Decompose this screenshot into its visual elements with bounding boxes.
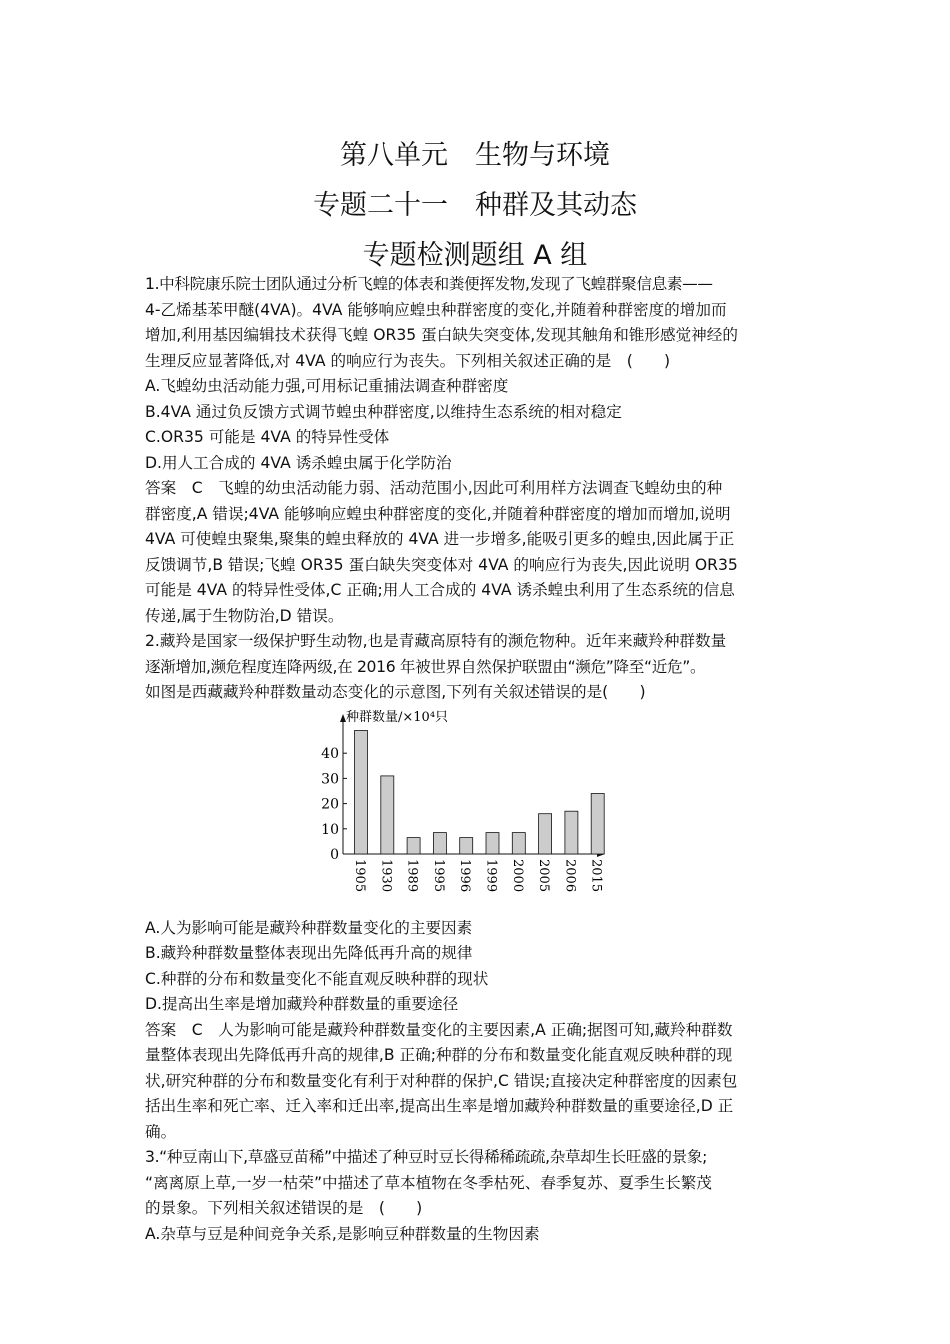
population-chart [145, 708, 813, 916]
q2-stem-line: 2.藏羚是国家一级保护野生动物,也是青藏高原特有的濒危物种。近年来藏羚种群数量 [145, 632, 727, 650]
q3-stem-line: “离离原上草,一岁一枯荣”中描述了草本植物在冬季枯死、春季复苏、夏季生长繁茂 [145, 1173, 712, 1192]
bar-1995 [433, 832, 446, 853]
q2-option-c: C.种群的分布和数量变化不能直观反映种群的现状 [145, 969, 489, 988]
q1-answer-line: 反馈调节,B 错误;飞蝗 OR35 蛋白缺失突变体对 4VA 的响应行为丧失,因此说明 OR35 [145, 555, 738, 574]
content [145, 272, 813, 1247]
x-ticks-group [352, 859, 604, 892]
x-tick-label: 2005 [536, 858, 552, 892]
topic-title: 专题二十一 种群及其动态 [313, 190, 637, 221]
q1-answer-line: 4VA 可使蝗虫聚集,聚集的蝗虫释放的 4VA 进一步增多,能吸引更多的蝗虫,因此属于正 [145, 530, 735, 548]
x-tick-label: 2006 [562, 858, 578, 892]
bar-1989 [407, 837, 420, 853]
q3-option-a: A.杂草与豆是种间竞争关系,是影响豆种群数量的生物因素 [145, 1224, 540, 1243]
y-tick-label: 30 [321, 770, 339, 787]
q3-stem-line: 的景象。下列相关叙述错误的是 ( ) [145, 1199, 423, 1217]
q1-stem-line: 生理反应显著降低,对 4VA 的响应行为丧失。下列相关叙述正确的是 ( ) [145, 351, 671, 370]
q1-stem-line: 4-乙烯基苯甲醚(4VA)。4VA 能够响应蝗虫种群密度的变化,并随着种群密度的增加而 [145, 300, 727, 319]
q2-option-a: A.人为影响可能是藏羚种群数量变化的主要因素 [145, 918, 473, 937]
bar-chart [320, 708, 610, 914]
question-3 [145, 1145, 813, 1247]
q2-stem-line: 如图是西藏藏羚种群数量动态变化的示意图,下列有关叙述错误的是( ) [145, 683, 646, 701]
y-tick-label: 0 [330, 846, 339, 863]
unit-title: 第八单元 生物与环境 [340, 140, 610, 171]
q1-option-b: B.4VA 通过负反馈方式调节蝗虫种群密度,以维持生态系统的相对稳定 [145, 402, 622, 421]
q2-option-d: D.提高出生率是增加藏羚种群数量的重要途径 [145, 995, 459, 1013]
q2-answer-line: 量整体表现出先降低再升高的规律,B 正确;种群的分布和数量变化能直观反映种群的现 [145, 1046, 733, 1064]
bar-1930 [381, 775, 394, 853]
x-tick-label: 1999 [483, 858, 499, 892]
bar-1905 [355, 730, 368, 854]
q1-answer-line: 传递,属于生物防治,D 错误。 [145, 606, 344, 625]
q1-answer-line: 群密度,A 错误;4VA 能够响应蝗虫种群密度的变化,并随着种群密度的增加而增加,说明 [145, 504, 731, 523]
y-tick-label: 10 [321, 821, 339, 838]
q2-answer-line: 括出生率和死亡率、迁入率和迁出率,提高出生率是增加藏羚种群数量的重要途径,D 正 [145, 1097, 734, 1115]
q2-option-b: B.藏羚种群数量整体表现出先降低再升高的规律 [145, 944, 473, 962]
q2-answer-line: 状,研究种群的分布和数量变化有利于对种群的保护,C 错误;直接决定种群密度的因素包 [145, 1071, 738, 1090]
x-tick-label: 1905 [352, 858, 367, 892]
q1-option-c: C.OR35 可能是 4VA 的特异性受体 [145, 428, 390, 446]
bar-1996 [460, 837, 473, 853]
y-tick-label: 40 [321, 745, 339, 762]
q1-answer-line: 答案 C 飞蝗的幼虫活动能力弱、活动范围小,因此可利用样方法调查飞蝗幼虫的种 [145, 479, 723, 497]
bars-group [355, 730, 605, 854]
bar-1999 [486, 832, 499, 853]
bar-2015 [591, 793, 604, 854]
q1-stem-line: 增加,利用基因编辑技术获得飞蝗 OR35 蛋白缺失突变体,发现其触角和锥形感觉神经的 [145, 326, 738, 344]
q2-stem-line: 逐渐增加,濒危程度连降两级,在 2016 年被世界自然保护联盟由“濒危”降至“近危”。 [145, 657, 706, 676]
question-2 [145, 629, 813, 1145]
q1-stem-line: 1.中科院康乐院士团队通过分析飞蝗的体表和粪便挥发物,发现了飞蝗群聚信息素—— [145, 275, 713, 293]
q1-answer-line: 可能是 4VA 的特异性受体,C 正确;用人工合成的 4VA 诱杀蝗虫利用了生态系统的信息 [145, 581, 735, 599]
x-tick-label: 1989 [404, 858, 420, 892]
bar-2006 [565, 811, 578, 854]
x-tick-label: 1995 [430, 858, 446, 892]
y-tick-label: 20 [321, 796, 339, 813]
q2-answer-line: 确。 [145, 1122, 177, 1141]
bar-2005 [539, 813, 552, 853]
y-axis-label: 种群数量/×10⁴只 [346, 709, 449, 725]
x-tick-label: 1996 [457, 858, 473, 892]
question-1 [145, 272, 813, 629]
group-title: 专题检测题组 A 组 [362, 240, 588, 271]
x-tick-label: 2000 [509, 858, 525, 892]
q2-answer-line: 答案 C 人为影响可能是藏羚种群数量变化的主要因素,A 正确;据图可知,藏羚种群数 [145, 1020, 733, 1039]
x-tick-label: 2015 [588, 858, 604, 892]
q3-stem-line: 3.“种豆南山下,草盛豆苗稀”中描述了种豆时豆长得稀稀疏疏,杂草却生长旺盛的景象; [145, 1148, 708, 1166]
x-tick-label: 1930 [378, 858, 394, 892]
q1-option-d: D.用人工合成的 4VA 诱杀蝗虫属于化学防治 [145, 453, 452, 472]
q1-option-a: A.飞蝗幼虫活动能力强,可用标记重捕法调查种群密度 [145, 377, 509, 395]
bar-2000 [512, 832, 525, 853]
